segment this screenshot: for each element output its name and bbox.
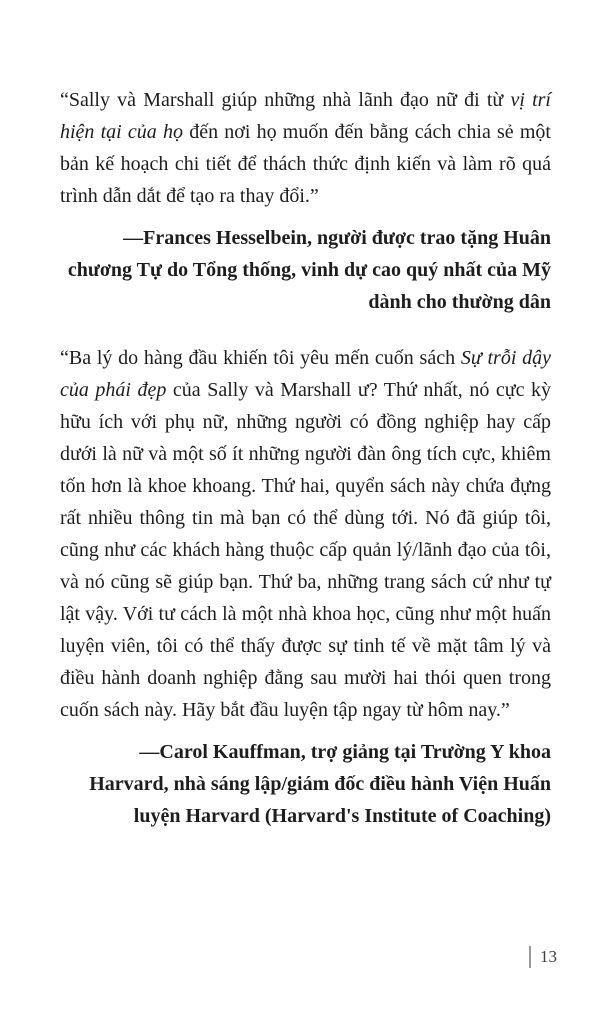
page-number: 13 — [540, 947, 557, 966]
attribution-2: —Carol Kauffman, trợ giảng tại Trường Y khoa Harvard, nhà sáng lập/giám đốc điều hành Viện Huấn luyện Harvard (Harvard's Institute of Coaching) — [89, 741, 551, 827]
page-number-divider — [529, 946, 531, 968]
quote-2-text-post: của Sally và Marshall ư? Thứ nhất, nó cực kỳ hữu ích với phụ nữ, những người có đồng nghiệp hay cấp dưới là nữ và một số ít những người đàn ông tích cực, khiêm tốn hơn là khoe khoang. Thứ hai, quyển sách này chứa đựng rất nhiều thông tin mà bạn có thể dùng tới. Nó đã giúp tôi, cũng như các khách hàng thuộc cấp quản lý/lãnh đạo của tôi, và nó cũng sẽ giúp bạn. Thứ ba, những trang sách cứ như tự lật vậy. Với tư cách là một nhà khoa học, cũng như một huấn luyện viên, tôi có thể thấy được sự tinh tế về mặt tâm lý và điều hành doanh nghiệp đằng sau mười hai thói quen trong cuốn sách này. Hãy bắt đầu luyện tập ngay từ hôm nay.” — [60, 379, 552, 721]
quote-2-book-title: Sự trỗi dậy của phái đẹp — [60, 347, 551, 401]
quote-1-italic-phrase: vị trí hiện tại của họ — [60, 89, 551, 143]
quote-1 — [60, 84, 551, 212]
quote-1-text-pre: “Sally và Marshall giúp những nhà lãnh đạo nữ đi từ — [60, 89, 511, 111]
quote-2 — [60, 342, 551, 726]
attribution-1: —Frances Hesselbein, người được trao tặng Huân chương Tự do Tổng thống, vinh dự cao quý nhất của Mỹ dành cho thường dân — [67, 227, 551, 313]
quote-2-text-pre: “Ba lý do hàng đầu khiến tôi yêu mến cuốn sách — [60, 347, 461, 369]
quote-1-text-post: đến nơi họ muốn đến bằng cách chia sẻ một bản kế hoạch chi tiết để thách thức định kiến và làm rõ quá trình dẫn dắt để tạo ra thay đổi.” — [60, 121, 551, 207]
page-number-block — [529, 946, 557, 968]
